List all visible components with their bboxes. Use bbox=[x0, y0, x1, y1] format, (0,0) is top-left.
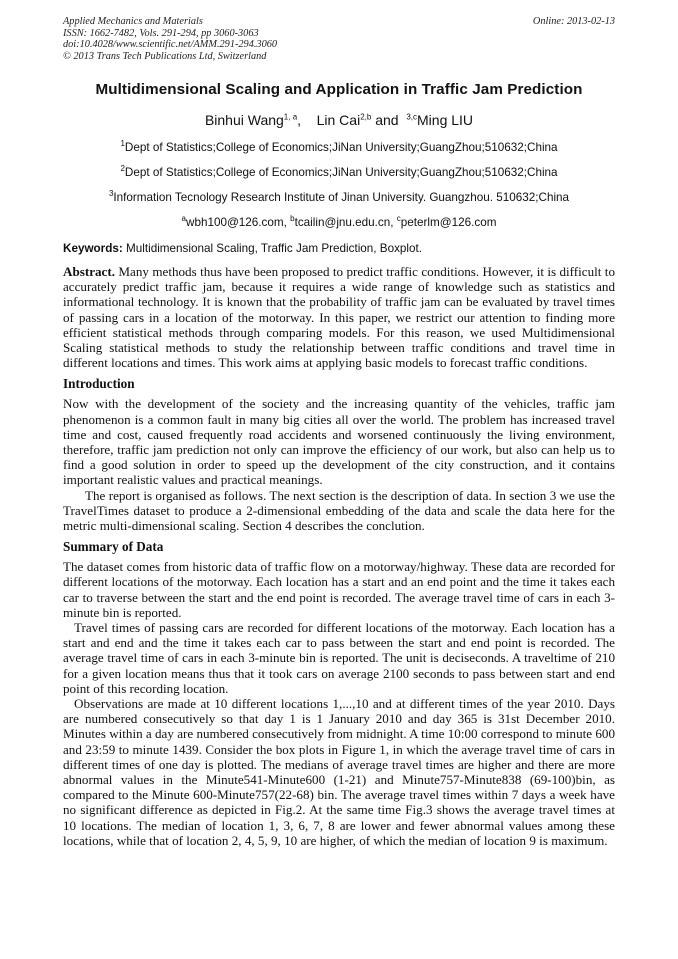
paragraph: The dataset comes from historic data of traffic flow on a motorway/highway. These data are recorded for different locations of the motorway. Each location has a start and an end point and the time it takes each car to traverse between the start and the end point is recorded. The average travel time of cars in each 3-minute bin is reported. bbox=[63, 559, 615, 620]
affiliation: $^2$Dept of Statistics;College of Economics;JiNan University;GuangZhou;510632;China bbox=[120, 164, 558, 180]
author-and: and bbox=[375, 112, 399, 129]
issn-line: ISSN: 1662-7482, Vols. 291-294, pp 3060-3063 bbox=[63, 27, 259, 39]
author-name: Binhui Wang bbox=[204, 112, 284, 129]
affiliations bbox=[63, 133, 615, 208]
author-list: Binhui Wang$^{1, a}$, Lin Cai$^{2,b}$ and $^{3,c}$Ming LIU bbox=[204, 112, 474, 129]
paragraph: The report is organised as follows. The next section is the description of data. In section 3 we use the TravelTimes dataset to produce a 2-dimensional embedding of the data and scale the data here for the metric multi-dimensional scaling. Section 4 describes the conclution. bbox=[63, 487, 615, 533]
keywords-label: Keywords: bbox=[63, 241, 123, 255]
journal-name: Applied Mechanics and Materials bbox=[63, 16, 203, 27]
paragraph: Observations are made at 10 different locations 1,...,10 and at different times of the year 2010. Days are numbered consecutively so that day 1 is 1 January 2010 and day 365 is 31st December 2010. Minutes within a day are numbered consecutively from midnight. A time 10:00 correspond to minute 600 and 23:59 to minute 1439. Consider the box plots in Figure 1, in which the average travel time of cars in different times of one day is plotted. The medians of average travel times are higher and there are more abnormal values in the Minute541-Minute600 (1-21) and Minute757-Minute838 (69-100)bin, as compared to the Minute 600-Minute757(22-68) bin. The average travel times within 7 days a week have no significant difference as depicted in Fig.2. At the same time Fig.3 shows the average travel times at 10 locations. The median of location 1, 3, 6, 7, 8 are lower and fewer abnormal values among these locations, while that of location 2, 4, 5, 9, 10 are higher, of which the median of location 9 is maximum. bbox=[63, 696, 616, 848]
author-name: Lin Cai bbox=[316, 112, 361, 129]
email-line: $^a$wbh100@126.com, $^b$tcailin@jnu.edu.cn, $^c$peterlm@126.com bbox=[181, 214, 497, 229]
affiliation: $^1$Dept of Statistics;College of Economics;JiNan University;GuangZhou;510632;China bbox=[120, 139, 558, 155]
section-heading-introduction: Introduction bbox=[63, 376, 135, 392]
journal-header bbox=[63, 16, 615, 62]
paper-page bbox=[63, 16, 615, 848]
keywords-text: Multidimensional Scaling, Traffic Jam Prediction, Boxplot. bbox=[126, 241, 423, 255]
author-name: Ming LIU bbox=[417, 112, 474, 129]
paragraph: Now with the development of the society and the increasing quantity of the vehicles, traffic jam phenomenon is a common fault in many big cities all over the world. The problem has increased travel time and cost, caused frequently road accidents and worsened continuously the living environment, therefore, traffic jam prediction not only can improve the efficiency of our work, but also can help us to find a good solution in order to speed up the development of the city construction, and it contains important realistic values and practical meanings. bbox=[63, 396, 615, 488]
section-heading-summary: Summary of Data bbox=[63, 539, 164, 555]
paper-title: Multidimensional Scaling and Application in Traffic Jam Prediction bbox=[95, 81, 583, 99]
abstract-label: Abstract. bbox=[63, 263, 115, 279]
abstract: Abstract. Many methods thus have been proposed to predict traffic conditions. However, it is difficult to accurately predict traffic jam, because it requires a wide range of knowledge such as statistics and informational technology. It is known that the probability of traffic jam can be evaluated by travel times of passing cars in a location of the motorway. In this paper, we restrict our attention to finding more efficient statistical methods through comparing models. For this reason, we used Multidimensional Scaling statistical methods to study the relationship between traffic conditions and travel time in different locations and times. This work aims at applying basic models to forecast traffic conditions. bbox=[63, 263, 615, 371]
paragraph: Travel times of passing cars are recorded for different locations of the motorway. Each location has a start and end and the time it takes each car to pass between the start and end point is recorded. The average travel time of cars in each 3-minute bin is reported. The unit is deciseconds. A traveltime of 210 for a given location means thus that it took cars on average 2100 seconds to pass between start and end point of this recording location. bbox=[63, 620, 615, 696]
doi-line[interactable]: doi:10.4028/www.scientific.net/AMM.291-294.3060 bbox=[63, 39, 278, 51]
email[interactable]: wbh100@126.com, bbox=[186, 215, 287, 229]
affiliation: $^3$Information Tecnology Research Institute of Jinan University. Guangzhou. 510632;China bbox=[108, 189, 570, 205]
keywords bbox=[63, 242, 615, 255]
email[interactable]: peterlm@126.com bbox=[400, 215, 497, 229]
copyright-line: © 2013 Trans Tech Publications Ltd, Switzerland bbox=[63, 50, 267, 62]
online-date: Online: 2013-02-13 bbox=[532, 16, 615, 27]
email[interactable]: tcailin@jnu.edu.cn, bbox=[294, 215, 394, 229]
